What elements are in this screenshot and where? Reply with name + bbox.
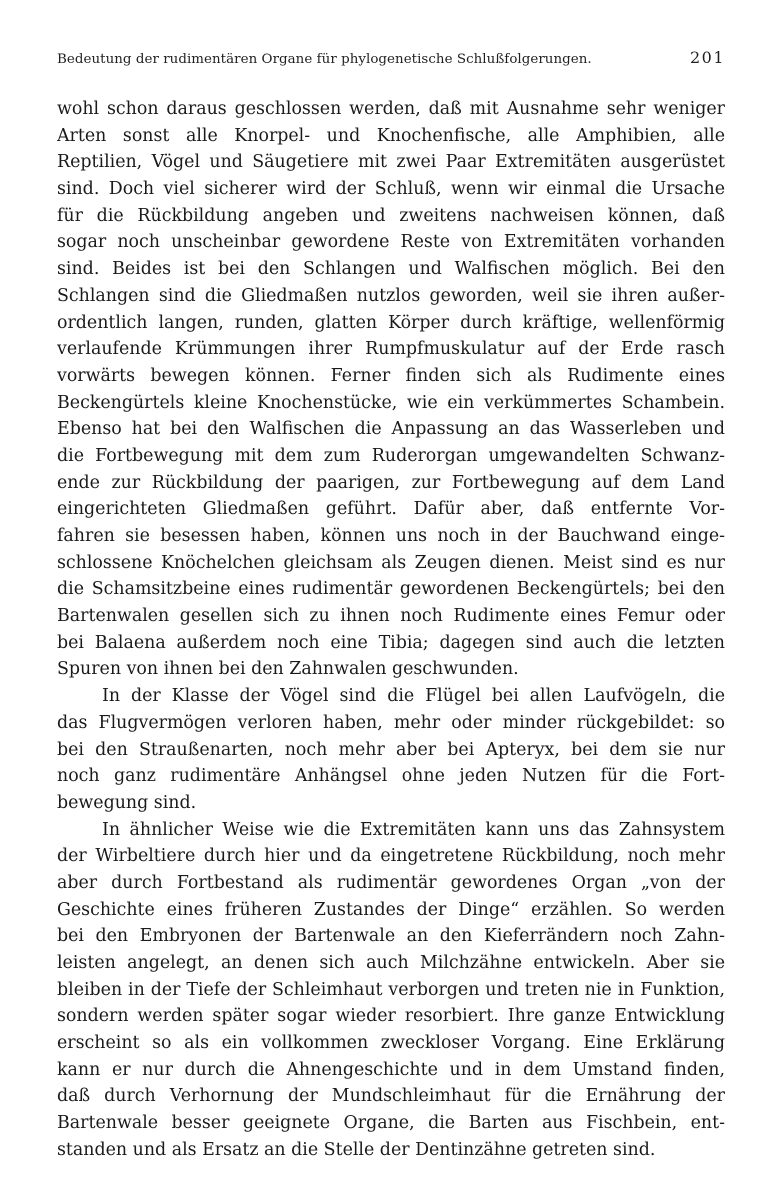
text-line: Schlangen sind die Gliedmaßen nutzlos geworden, weil sie ihren außer- [57,285,725,306]
paragraph-end-line: Spuren von ihnen bei den Zahnwalen geschwunden. [57,659,519,680]
text-line: sogar noch unscheinbar gewordene Reste von Extremitäten vorhanden [57,232,725,253]
text-line: erscheint so als ein vollkommen zweckloser Vorgang. Eine Erklärung [57,1033,725,1054]
text-line: sind. Beides ist bei den Schlangen und Walfischen möglich. Bei den [57,259,725,280]
paragraph-end-line: bewegung sind. [57,792,197,813]
text-line: Beckengürtels kleine Knochenstücke, wie ein verkümmertes Schambein. [57,392,725,413]
text-line: vorwärts bewegen können. Ferner finden sich als Rudimente eines [57,365,725,386]
page-number: 201 [689,48,725,67]
text-line: sind. Doch viel sicherer wird der Schluß, wenn wir einmal die Ursache [57,179,725,200]
text-line: Bartenwale besser geeignete Organe, die Barten aus Fischbein, ent- [57,1113,725,1134]
text-line: die Fortbewegung mit dem zum Ruderorgan umgewandelten Schwanz- [57,445,725,466]
paragraph-first-line: In der Klasse der Vögel sind die Flügel bei allen Laufvögeln, die [102,686,725,707]
text-line: eingerichteten Gliedmaßen geführt. Dafür aber, daß entfernte Vor- [57,499,725,520]
text-line: die Schamsitzbeine eines rudimentär gewordenen Beckengürtels; bei den [57,579,725,600]
paragraph-first-line: In ähnlicher Weise wie die Extremitäten kann uns das Zahnsystem [102,819,725,840]
text-line: Arten sonst alle Knorpel- und Knochenfische, alle Amphibien, alle [57,125,725,146]
text-line: wohl schon daraus geschlossen werden, daß mit Ausnahme sehr weniger [57,99,725,119]
text-line: Geschichte eines früheren Zustandes der Dinge“ erzählen. So werden [57,899,725,920]
text-line: ordentlich langen, runden, glatten Körper durch kräftige, wellenförmig [57,312,725,333]
text-line: sondern werden später sogar wieder resorbiert. Ihre ganze Entwicklung [57,1006,725,1027]
text-line: leisten angelegt, an denen sich auch Milchzähne entwickeln. Aber sie [57,953,725,973]
text-line: für die Rückbildung angeben und zweitens nachweisen können, daß [57,205,725,226]
text-line: aber durch Fortbestand als rudimentär gewordenes Organ „von der [57,872,725,893]
text-line: kann er nur durch die Ahnengeschichte und in dem Umstand finden, [57,1059,725,1080]
text-line: Bartenwalen gesellen sich zu ihnen noch Rudimente eines Femur oder [57,606,725,627]
text-line: bei den Embryonen der Bartenwale an den Kieferrändern noch Zahn- [57,926,725,947]
text-line: daß durch Verhornung der Mundschleimhaut für die Ernährung der [57,1086,725,1107]
running-header [57,48,725,74]
text-line: bei Balaena außerdem noch eine Tibia; dagegen sind auch die letzten [57,632,725,653]
text-line: ende zur Rückbildung der paarigen, zur Fortbewegung auf dem Land [57,472,725,493]
text-line: noch ganz rudimentäre Anhängsel ohne jeden Nutzen für die Fort- [57,766,725,787]
text-line: schlossene Knöchelchen gleichsam als Zeugen dienen. Meist sind es nur [57,552,725,573]
body-text [57,96,725,1164]
text-line: fahren sie besessen haben, können uns noch in der Bauchwand einge- [57,526,725,546]
text-line: verlaufende Krümmungen ihrer Rumpfmuskulatur auf der Erde rasch [57,339,725,360]
text-line: bleiben in der Tiefe der Schleimhaut verborgen und treten nie in Funktion, [57,979,725,1000]
paragraph-end-line: standen und als Ersatz an die Stelle der Dentinzähne getreten sind. [57,1139,656,1160]
text-line: das Flugvermögen verloren haben, mehr oder minder rückgebildet: so [57,712,725,733]
text-line: Reptilien, Vögel und Säugetiere mit zwei Paar Extremitäten ausgerüstet [57,152,725,173]
running-title: Bedeutung der rudimentären Organe für phylogenetische Schlußfolgerungen. [57,52,592,67]
text-line: Ebenso hat bei den Walfischen die Anpassung an das Wasserleben und [57,419,725,440]
text-line: bei den Straußenarten, noch mehr aber bei Apteryx, bei dem sie nur [57,739,725,760]
text-line: der Wirbeltiere durch hier und da eingetretene Rückbildung, noch mehr [57,846,725,867]
